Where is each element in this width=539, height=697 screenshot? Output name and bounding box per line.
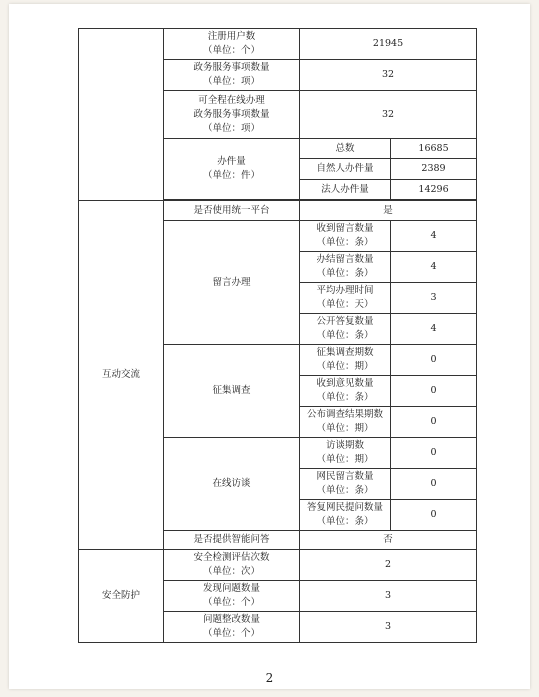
table-row: [79, 550, 477, 581]
public-replies-label: 公开答复数量 （单位：条）: [300, 314, 391, 345]
smart-qa-value: 否: [300, 531, 477, 550]
opinions-label: 收到意见数量 （单位：条）: [300, 376, 391, 407]
survey-results-label: 公布调查结果期数 （单位：期）: [300, 407, 391, 438]
interview-label: 在线访谈: [164, 438, 300, 531]
survey-periods-label: 征集调查期数 （单位：期）: [300, 345, 391, 376]
opinions-value: 0: [391, 376, 477, 407]
total-value: 16685: [391, 139, 477, 159]
legal-person-label: 法人办件量: [300, 180, 391, 200]
answered-label: 答复网民提问数量 （单位：条）: [300, 500, 391, 531]
messages-done-label: 办结留言数量 （单位：条）: [300, 252, 391, 283]
registered-users-value: 21945: [300, 29, 477, 60]
natural-person-value: 2389: [391, 159, 477, 180]
service-items-label: 政务服务事项数量 （单位：项）: [164, 60, 300, 91]
checks-value: 2: [300, 550, 477, 581]
section-cell-online-service: [79, 29, 164, 201]
avg-time-value: 3: [391, 283, 477, 314]
issues-found-value: 3: [300, 581, 477, 612]
checks-label: 安全检测评估次数 （单位：次）: [164, 550, 300, 581]
interview-periods-value: 0: [391, 438, 477, 469]
netizen-msgs-value: 0: [391, 469, 477, 500]
statistics-table: [78, 28, 477, 643]
messages-received-value: 4: [391, 221, 477, 252]
unified-platform-value: 是: [300, 201, 477, 221]
survey-periods-value: 0: [391, 345, 477, 376]
service-items-value: 32: [300, 60, 477, 91]
document-page: [9, 4, 530, 689]
table-row: [79, 201, 477, 221]
netizen-msgs-label: 网民留言数量 （单位：条）: [300, 469, 391, 500]
avg-time-label: 平均办理时间 （单位：天）: [300, 283, 391, 314]
security-section-label: 安全防护: [79, 550, 164, 643]
issues-fixed-value: 3: [300, 612, 477, 643]
page-number: 2: [265, 671, 274, 685]
messages-label: 留言办理: [164, 221, 300, 345]
full-online-value: 32: [300, 91, 477, 139]
full-online-label: 可全程在线办理 政务服务事项数量 （单位：项）: [164, 91, 300, 139]
legal-person-value: 14296: [391, 180, 477, 200]
messages-received-label: 收到留言数量 （单位：条）: [300, 221, 391, 252]
total-label: 总数: [300, 139, 391, 159]
registered-users-label: 注册用户数 （单位：个）: [164, 29, 300, 60]
issues-fixed-label: 问题整改数量 （单位：个）: [164, 612, 300, 643]
cases-label: 办件量 （单位：件）: [164, 139, 300, 200]
interaction-section-label: 互动交流: [79, 201, 164, 550]
public-replies-value: 4: [391, 314, 477, 345]
interview-periods-label: 访谈期数 （单位：期）: [300, 438, 391, 469]
answered-value: 0: [391, 500, 477, 531]
messages-done-value: 4: [391, 252, 477, 283]
natural-person-label: 自然人办件量: [300, 159, 391, 180]
smart-qa-label: 是否提供智能问答: [164, 531, 300, 550]
survey-results-value: 0: [391, 407, 477, 438]
survey-label: 征集调查: [164, 345, 300, 438]
unified-platform-label: 是否使用统一平台: [164, 201, 300, 221]
table-row: [79, 29, 477, 60]
issues-found-label: 发现问题数量 （单位：个）: [164, 581, 300, 612]
